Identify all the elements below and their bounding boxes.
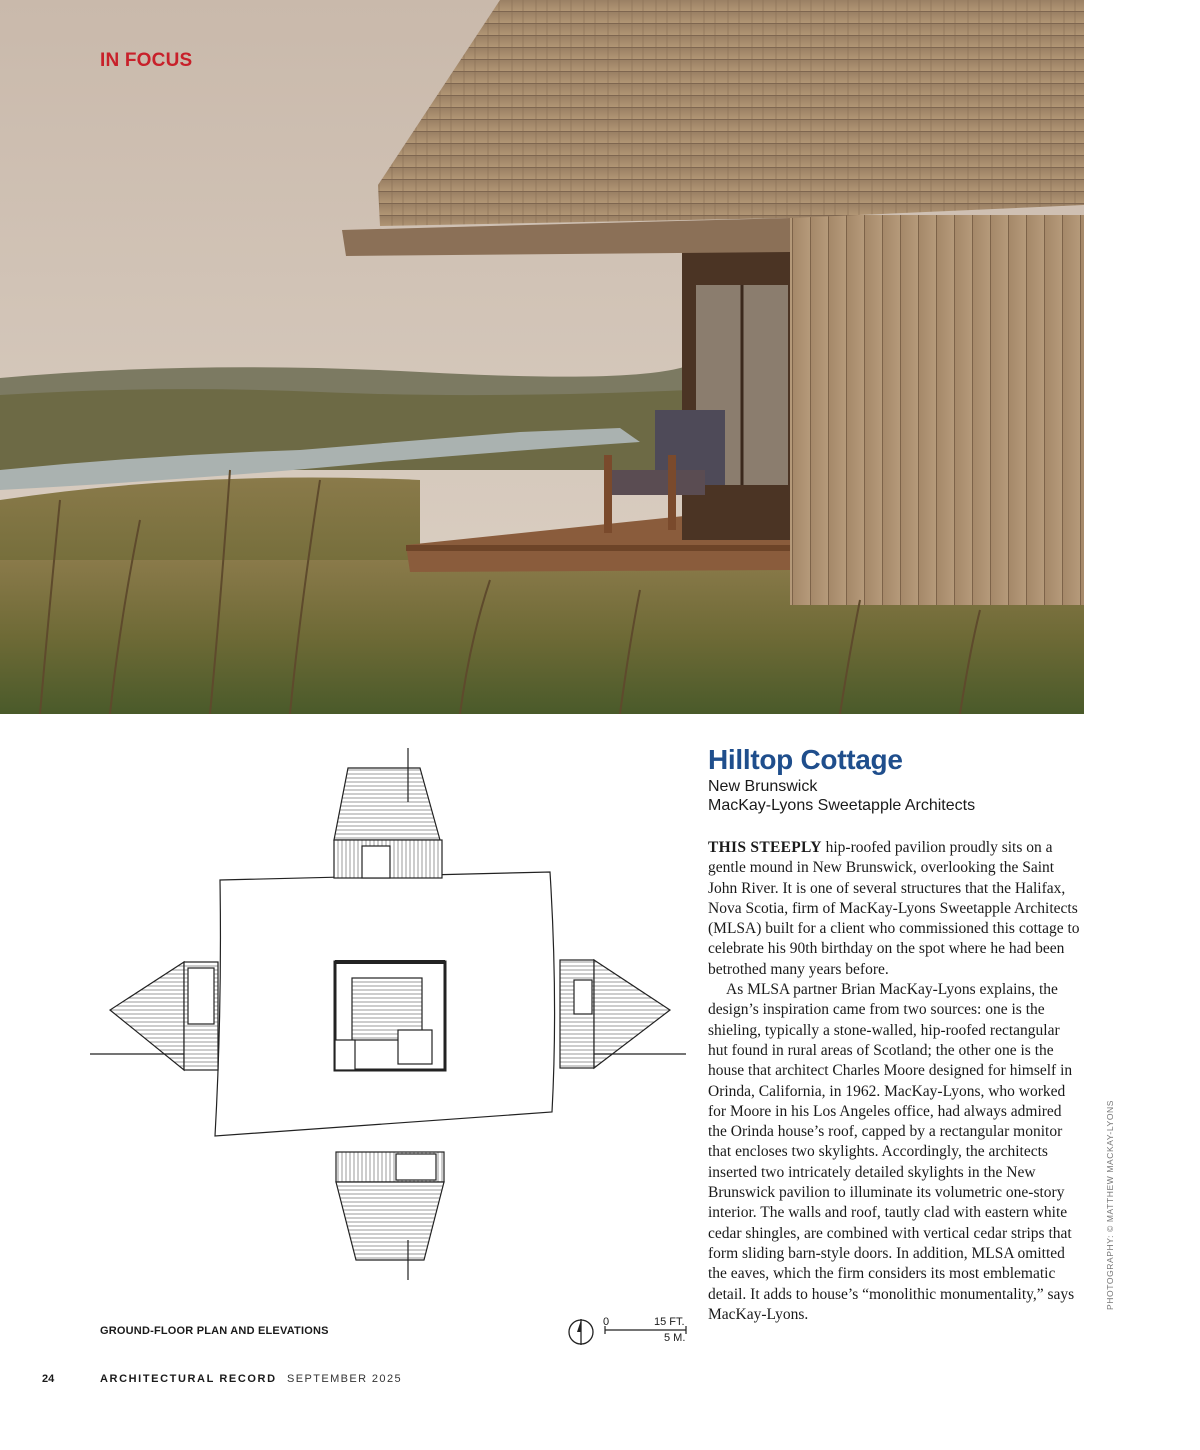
issue-date: SEPTEMBER 2025 xyxy=(287,1373,402,1385)
paragraph-2: As MLSA partner Brian MacKay-Lyons explains, the design’s inspiration came from two sources: one is the shieling, typically a stone-walled, hip-roofed rectangular hut found in rural areas of Scotland; the other one is the house that architect Charles Moore designed for himself in Orinda, California, in 1962. MacKay-Lyons, who worked for Moore in his Los Angeles office, had always admired the Orinda house’s roof, capped by a rectangular monitor that encloses two skylights. Accordingly, the architects inserted two intricately detailed skylights in the New Brunswick pavilion to illuminate its volumetric one-story interior. The walls and roof, tautly clad with eastern white cedar shingles, are combined with vertical cedar strips that form sliding barn-style doors. In addition, MLSA omitted the eaves, which the firm considers its most emblematic detail. It adds to house’s “monolithic monumentality,” says MacKay-Lyons. xyxy=(708,981,1075,1323)
article-body xyxy=(708,838,1080,1325)
section-kicker: IN FOCUS xyxy=(100,50,193,71)
scale-bar xyxy=(566,1316,696,1350)
scale-zero-label: 0 xyxy=(603,1316,610,1328)
paragraph-1 xyxy=(708,838,1080,980)
scale-meters-label: 5 M. xyxy=(664,1332,686,1344)
north-arrow-icon xyxy=(566,1316,602,1350)
project-architect: MacKay-Lyons Sweetapple Architects xyxy=(708,797,976,814)
cottage-photo-illustration xyxy=(0,0,1084,714)
drawing-caption: GROUND-FLOOR PLAN AND ELEVATIONS xyxy=(100,1325,329,1337)
lead-in: THIS STEEPLY xyxy=(708,839,822,856)
hero-photo xyxy=(0,0,1084,714)
scale-feet-label: 15 FT. xyxy=(654,1316,685,1328)
photo-credit: PHOTOGRAPHY: © MATTHEW MACKAY-LYONS xyxy=(1105,1099,1115,1310)
floor-plan-drawing xyxy=(80,740,700,1300)
project-location: New Brunswick xyxy=(708,778,818,795)
page-number: 24 xyxy=(42,1373,55,1385)
project-title: Hilltop Cottage xyxy=(708,744,903,775)
magazine-name: ARCHITECTURAL RECORD xyxy=(100,1373,277,1385)
paragraph-1-text: hip-roofed pavilion proudly sits on a gentle mound in New Brunswick, overlooking the Saint John River. It is one of several structures that the Halifax, Nova Scotia, firm of MacKay-Lyons Sweetapple Architects (MLSA) built for a client who commissioned this cottage to celebrate his 90th birthday on the spot where he had been betrothed many years before. xyxy=(708,839,1080,978)
